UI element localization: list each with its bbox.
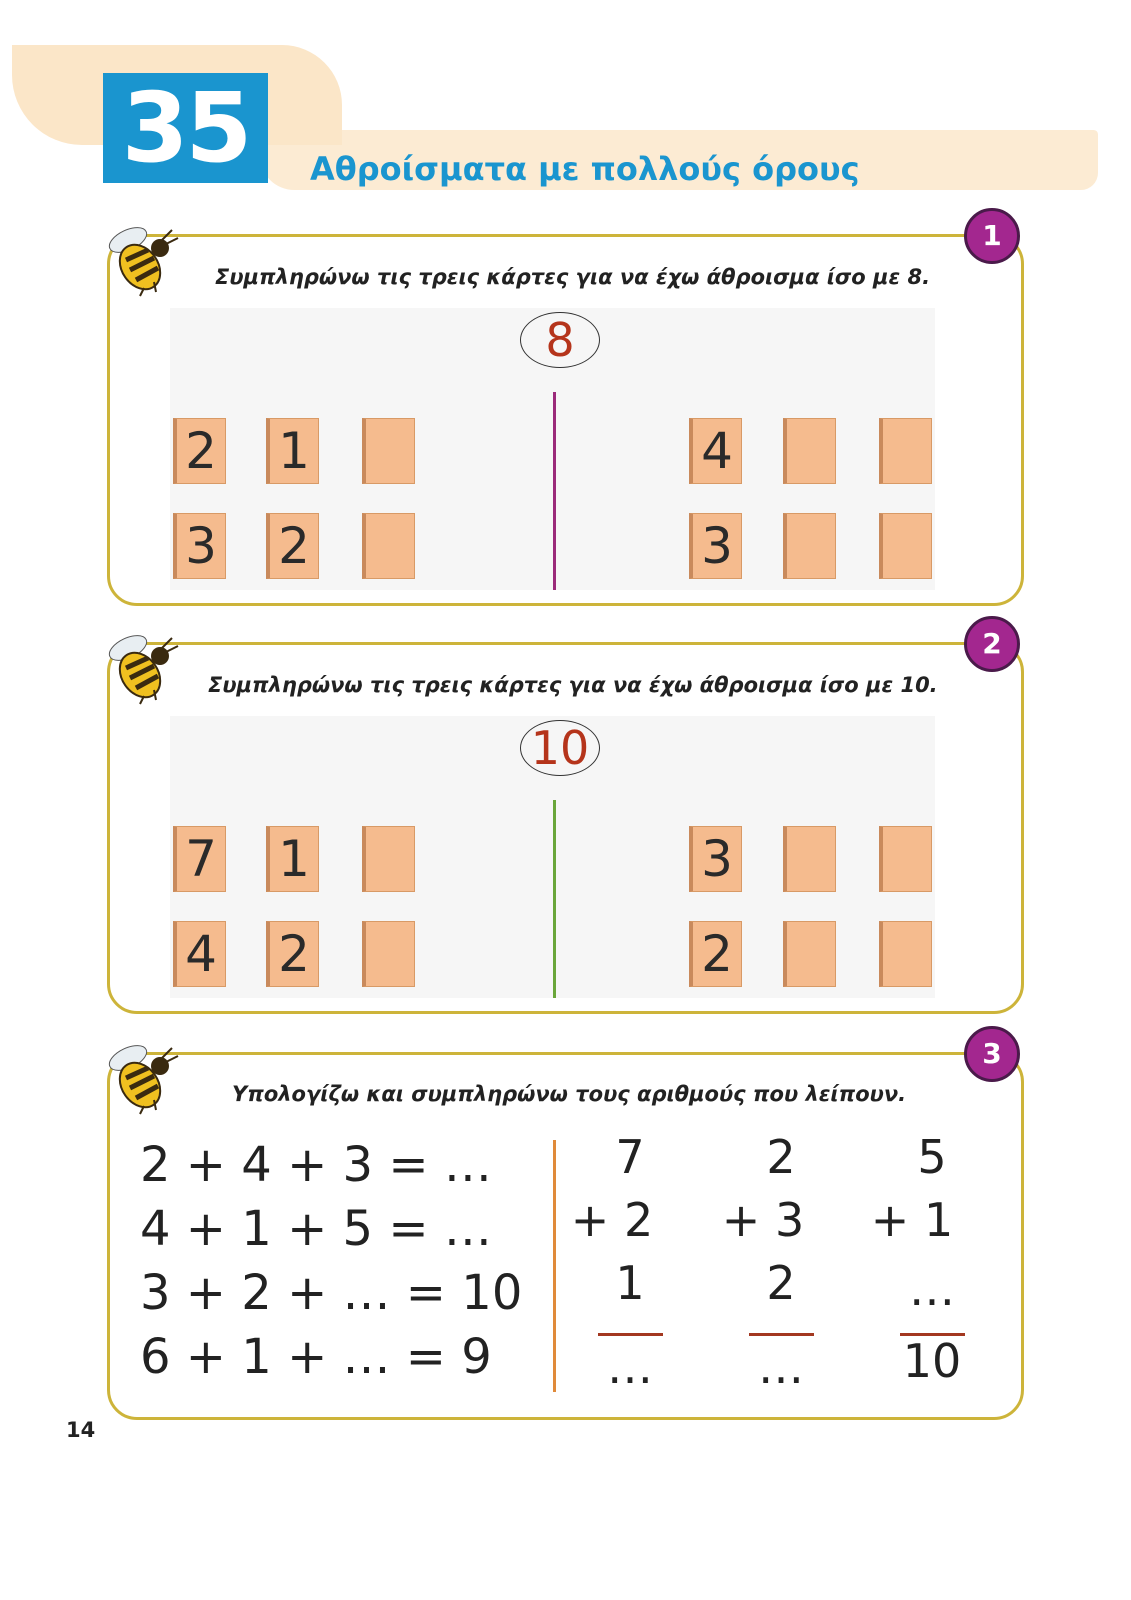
bee-icon	[100, 222, 180, 297]
column-result: …	[758, 1340, 804, 1394]
exercise-3-number: 3	[964, 1026, 1020, 1082]
equation: 2 + 4 + 3 = …	[140, 1137, 492, 1193]
card-blank[interactable]	[362, 418, 415, 484]
equation: 3 + 2 + … = 10	[140, 1265, 523, 1321]
card: 4	[173, 921, 226, 987]
card: 2	[173, 418, 226, 484]
exercise-3-instruction: Υπολογίζω και συμπληρώνω τους αριθμούς που λείπουν.	[232, 1082, 907, 1106]
card: 2	[689, 921, 742, 987]
card-blank[interactable]	[879, 513, 932, 579]
lesson-number-badge: 35	[103, 73, 268, 183]
column-addend: 2	[766, 1256, 796, 1310]
card-blank[interactable]	[362, 826, 415, 892]
column-addend: 1	[615, 1256, 645, 1310]
exercise-2-divider	[553, 800, 556, 998]
lesson-title: Αθροίσματα με πολλούς όρους	[310, 150, 860, 188]
card-blank[interactable]	[362, 513, 415, 579]
bee-icon	[100, 630, 180, 705]
column-addend: …	[909, 1262, 955, 1316]
column-addend: + 2	[570, 1193, 654, 1247]
exercise-1-number: 1	[964, 208, 1020, 264]
exercise-3-divider	[553, 1140, 556, 1392]
card: 1	[266, 418, 319, 484]
equation: 6 + 1 + … = 9	[140, 1329, 492, 1385]
card-blank[interactable]	[879, 418, 932, 484]
card-blank[interactable]	[783, 921, 836, 987]
column-addend: + 1	[870, 1193, 954, 1247]
column-result: …	[607, 1340, 653, 1394]
column-addend: + 3	[721, 1193, 805, 1247]
column-addend: 2	[766, 1130, 796, 1184]
card-blank[interactable]	[783, 826, 836, 892]
card-blank[interactable]	[362, 921, 415, 987]
exercise-1-target: 8	[520, 312, 600, 368]
exercise-2-instruction: Συμπληρώνω τις τρεις κάρτες για να έχω άθροισμα ίσο με 10.	[208, 673, 938, 697]
card-blank[interactable]	[879, 921, 932, 987]
card: 3	[173, 513, 226, 579]
page-number: 14	[66, 1418, 96, 1442]
equation: 4 + 1 + 5 = …	[140, 1201, 492, 1257]
column-sum-line	[749, 1333, 814, 1336]
column-sum-line	[598, 1333, 663, 1336]
column-addend: 5	[917, 1130, 947, 1184]
card: 3	[689, 826, 742, 892]
column-addend: 7	[615, 1130, 645, 1184]
card-blank[interactable]	[783, 513, 836, 579]
card-blank[interactable]	[879, 826, 932, 892]
card-blank[interactable]	[783, 418, 836, 484]
bee-icon	[100, 1040, 180, 1115]
exercise-1-instruction: Συμπληρώνω τις τρεις κάρτες για να έχω άθροισμα ίσο με 8.	[215, 265, 931, 289]
exercise-2-number: 2	[964, 616, 1020, 672]
column-result: 10	[902, 1334, 962, 1388]
card: 3	[689, 513, 742, 579]
card: 4	[689, 418, 742, 484]
card: 2	[266, 513, 319, 579]
card: 7	[173, 826, 226, 892]
card: 1	[266, 826, 319, 892]
card: 2	[266, 921, 319, 987]
exercise-2-target: 10	[520, 720, 600, 776]
exercise-1-divider	[553, 392, 556, 590]
